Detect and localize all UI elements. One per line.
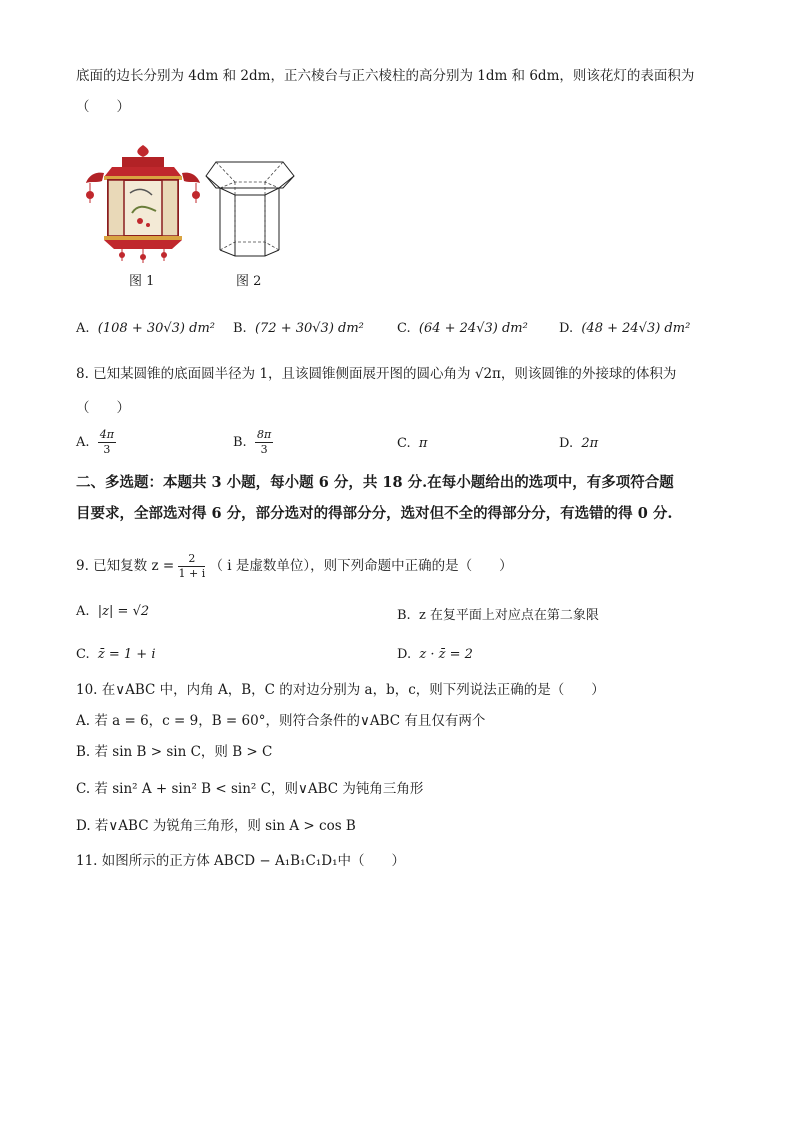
q9-option-d[interactable] — [397, 647, 473, 662]
option-label: A. — [76, 321, 90, 336]
q9-option-a[interactable] — [76, 604, 149, 619]
option-expression: (108 + 30√3) dm² — [97, 321, 215, 336]
q9-suffix: （ i 是虚数单位），则下列命题中正确的是（ ） — [209, 558, 513, 574]
option-label: D. — [559, 321, 574, 336]
q9-option-b[interactable] — [397, 604, 599, 623]
option-expression: (64 + 24√3) dm² — [418, 321, 528, 336]
q9-stem — [76, 552, 513, 581]
option-label: A. — [76, 604, 90, 619]
option-label: C. — [76, 647, 90, 662]
q8-answer-paren: （ ） — [76, 400, 130, 416]
q8-option-d[interactable] — [559, 436, 598, 451]
fraction-denominator: 1 + i — [178, 567, 206, 580]
hexagonal-solid-figure — [203, 160, 297, 260]
q7-option-c[interactable] — [397, 321, 528, 336]
lantern-figure — [82, 143, 204, 265]
q8-option-b[interactable] — [233, 428, 273, 457]
option-expression: π — [418, 436, 428, 451]
option-expression: (48 + 24√3) dm² — [581, 321, 691, 336]
q8-option-a[interactable] — [76, 428, 116, 457]
section-heading-line-1: 二、多选题：本题共 3 小题，每小题 6 分，共 18 分.在每小题给出的选项中，有多项符合题 — [76, 474, 674, 491]
fraction — [178, 552, 205, 581]
q10-stem: 10. 在∨ABC 中，内角 A，B，C 的对边分别为 a，b，c，则下列说法正确的是（ ） — [76, 682, 605, 698]
option-label: A. — [76, 435, 90, 450]
q9-prefix: 9. 已知复数 z = — [76, 558, 175, 574]
q10-option-a[interactable]: A. 若 a = 6，c = 9，B = 60°，则符合条件的∨ABC 有且仅有两个 — [76, 713, 486, 729]
q7-stem-line: 底面的边长分别为 4dm 和 2dm，正六棱台与正六棱柱的高分别为 1dm 和 6dm，则该花灯的表面积为 — [76, 68, 695, 84]
figure-2-caption: 图 2 — [236, 274, 262, 289]
q11-stem: 11. 如图所示的正方体 ABCD − A₁B₁C₁D₁中（ ） — [76, 853, 405, 869]
q10-option-b[interactable]: B. 若 sin B > sin C，则 B > C — [76, 744, 273, 760]
q7-option-a[interactable] — [76, 321, 215, 336]
section-heading-line-2: 目要求，全部选对得 6 分，部分选对的得部分分，选对但不全的得部分分，有选错的得 0 分. — [76, 505, 673, 522]
fraction-numerator: 2 — [178, 552, 205, 567]
q8-option-c[interactable] — [397, 436, 427, 451]
fraction-denominator: 3 — [103, 443, 111, 456]
q8-stem: 8. 已知某圆锥的底面圆半径为 1，且该圆锥侧面展开图的圆心角为 √2π，则该圆锥的外接球的体积为 — [76, 366, 677, 382]
q10-option-d[interactable]: D. 若∨ABC 为锐角三角形，则 sin A > cos B — [76, 818, 356, 834]
option-label: C. — [397, 436, 411, 451]
q7-option-d[interactable] — [559, 321, 690, 336]
option-expression: z̄ = 1 + i — [97, 647, 156, 662]
fraction — [98, 428, 116, 457]
option-label: D. — [397, 647, 412, 662]
option-label: B. — [397, 608, 411, 623]
option-label: D. — [559, 436, 574, 451]
option-label: B. — [233, 321, 247, 336]
q9-option-c[interactable] — [76, 647, 155, 662]
option-expression: 2π — [581, 436, 599, 451]
fraction-denominator: 3 — [260, 443, 268, 456]
option-label: C. — [397, 321, 411, 336]
option-label: B. — [233, 435, 247, 450]
fraction-numerator: 4π — [99, 428, 115, 441]
option-expression: z 在复平面上对应点在第二象限 — [418, 608, 599, 623]
option-expression: z · z̄ = 2 — [419, 647, 473, 662]
fraction — [255, 428, 273, 457]
figure-1-caption: 图 1 — [129, 274, 155, 289]
q7-answer-paren: （ ） — [76, 99, 130, 115]
q7-option-b[interactable] — [233, 321, 364, 336]
option-expression: (72 + 30√3) dm² — [254, 321, 364, 336]
fraction-numerator: 8π — [256, 428, 272, 441]
option-expression: |z| = √2 — [97, 604, 150, 619]
q10-option-c[interactable]: C. 若 sin² A + sin² B < sin² C，则∨ABC 为钝角三角形 — [76, 781, 424, 797]
